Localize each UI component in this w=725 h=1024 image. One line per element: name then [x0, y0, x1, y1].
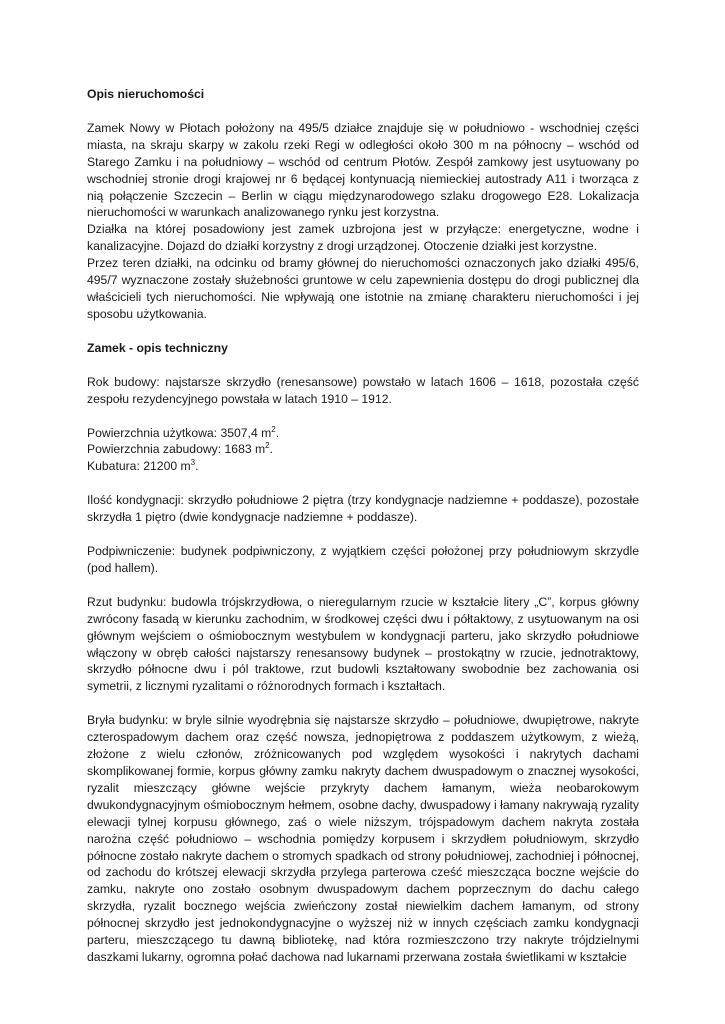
built-area-period: . — [269, 442, 274, 457]
paragraph-year-built: Rok budowy: najstarsze skrzydło (renesansowe) powstało w latach 1606 – 1618, pozostała część zespołu rezydencyjnego powstała w latach 1910 – 1912. — [87, 374, 639, 406]
cubature — [87, 458, 639, 475]
paragraph-floor-plan: Rzut budynku: budowla trójskrzydłowa, o nieregularnym rzucie w kształcie litery „C”, korpus główny zwrócony fasadą w kierunku zachodnim, w środkowej części dwu i półtaktowy, z usytuowanym na osi głównym wejściem o ośmiobocznym westybulem w kondygnacji parteru, jako skrzydło południowe włączony w obręb całości najstarszy renesansowy budynek – prostokątny w rzucie, jednotraktowy, skrzydło północne dwu i pól traktowe, rzut budowli kształtowany swobodnie bez zachowania osi symetrii, z licznymi ryzalitami o różnorodnych formach i kształtach. — [87, 594, 639, 694]
paragraph-location: Zamek Nowy w Płotach położony na 495/5 działce znajduje się w południowo - wschodniej części miasta, na skraju skarpy w zakolu rzeki Regi w odległości około 300 m na północny – wschód od Starego Zamku i na południowy – wschód od centrum Płotów. Zespół zamkowy jest usytuowany po wschodniej stronie drogi krajowej nr 6 będącej kontynuacją niemieckiej autostrady A11 i tworząca z nią połączenie Szczecin – Berlin w ciągu międzynarodowego szlaku drogowego E28. Lokalizacja nieruchomości w warunkach analizowanego rynku jest korzystna. — [87, 120, 639, 220]
paragraph-utilities: Działka na której posadowiony jest zamek uzbrojona jest w przyłącze: energetyczne, wodne i kanalizacyjne. Dojazd do działki korzystny z drogi urządzonej. Otoczenie działki jest korzystne. — [87, 222, 639, 254]
section-heading-zamek: Zamek - opis techniczny — [87, 340, 228, 355]
usable-area-period: . — [275, 425, 280, 440]
usable-area-unit-sup: 2 — [271, 424, 276, 434]
cubature-unit-sup: 3 — [190, 458, 196, 468]
cubature-label: Kubatura: 21200 m — [87, 459, 191, 474]
built-area — [87, 441, 639, 458]
paragraph-floors: Ilość kondygnacji: skrzydło południowe 2 piętra (trzy kondygnacje nadziemne + poddasze), pozostałe skrzydła 1 piętro (dwie kondygnacje nadziemne + poddasze). — [87, 493, 639, 525]
paragraph-basement: Podpiwniczenie: budynek podpiwniczony, z wyjątkiem części położonej przy południowym skrzydle (pod hallem). — [87, 544, 639, 575]
built-area-label: Powierzchnia zabudowy: 1683 m — [87, 442, 266, 457]
usable-area — [87, 425, 639, 442]
built-area-unit-sup: 2 — [265, 441, 270, 451]
usable-area-label: Powierzchnia użytkowa: 3507,4 m — [87, 425, 272, 440]
document-page — [87, 86, 639, 966]
section-heading-opis: Opis nieruchomości — [87, 87, 205, 101]
paragraph-building-form: Bryła budynku: w bryle silnie wyodrębnia się najstarsze skrzydło – południowe, dwupiętrowe, nakryte czterospadowym dachem oraz część nowsza, jednopiętrowa z poddaszem użytkowym, z wieżą, złożone z wielu członów, zróżnicowanych pod względem wysokości i nakrytych dachami skomplikowanej formie, korpus główny zamku nakryty dachem dwuspadowym o znacznej wysokości, ryzalit mieszczący główne wejście przykryty dachem łamanym, wieża neobarokowym dwukondygnacyjnym ośmiobocznym hełmem, osobne dachy, dwuspadowy i łamany nakrywają ryzality elewacji tylnej korpusu głównego, zaś o wiele niższym, trójspadowym dachem nakryta została narożna część południowo – wschodnia pomiędzy korpusem i skrzydłem południowym, skrzydło północne zostało nakryte dachem o stromych spadkach od strony południowej, zachodniej i północnej, od zachodu do krótszej elewacji skrzydła przylega parterowa cześć mieszcząca boczne wejście do zamku, nakryte ono zostało osobnym dwuspadowym dachem poprzecznym do dachu całego skrzydła, ryzalit bocznego wejścia zwieńczony został niewielkim dachem łamanym, od strony północnej skrzydło jest jednokondygnacyjne o wyższej niż w innych częściach zamku kondygnacji parteru, mieszczącego tu dawną bibliotekę, nad która rozmieszczono trzy nakryte trójdzielnymi daszkami lukarny, ogromna połać dachowa nad lukarnami przerwana została świetlikami w kształcie — [87, 713, 639, 964]
cubature-period: . — [195, 459, 199, 474]
paragraph-easements: Przez teren działki, na odcinku od bramy głównej do nieruchomości oznaczonych jako działki 495/6, 495/7 wyznaczone zostały służebności gruntowe w celu zapewnienia dostępu do drogi publicznej dla właścicieli tych nieruchomości. Nie wpływają one istotnie na zmianę charakteru nieruchomości i jej sposobu użytkowania. — [87, 256, 639, 321]
